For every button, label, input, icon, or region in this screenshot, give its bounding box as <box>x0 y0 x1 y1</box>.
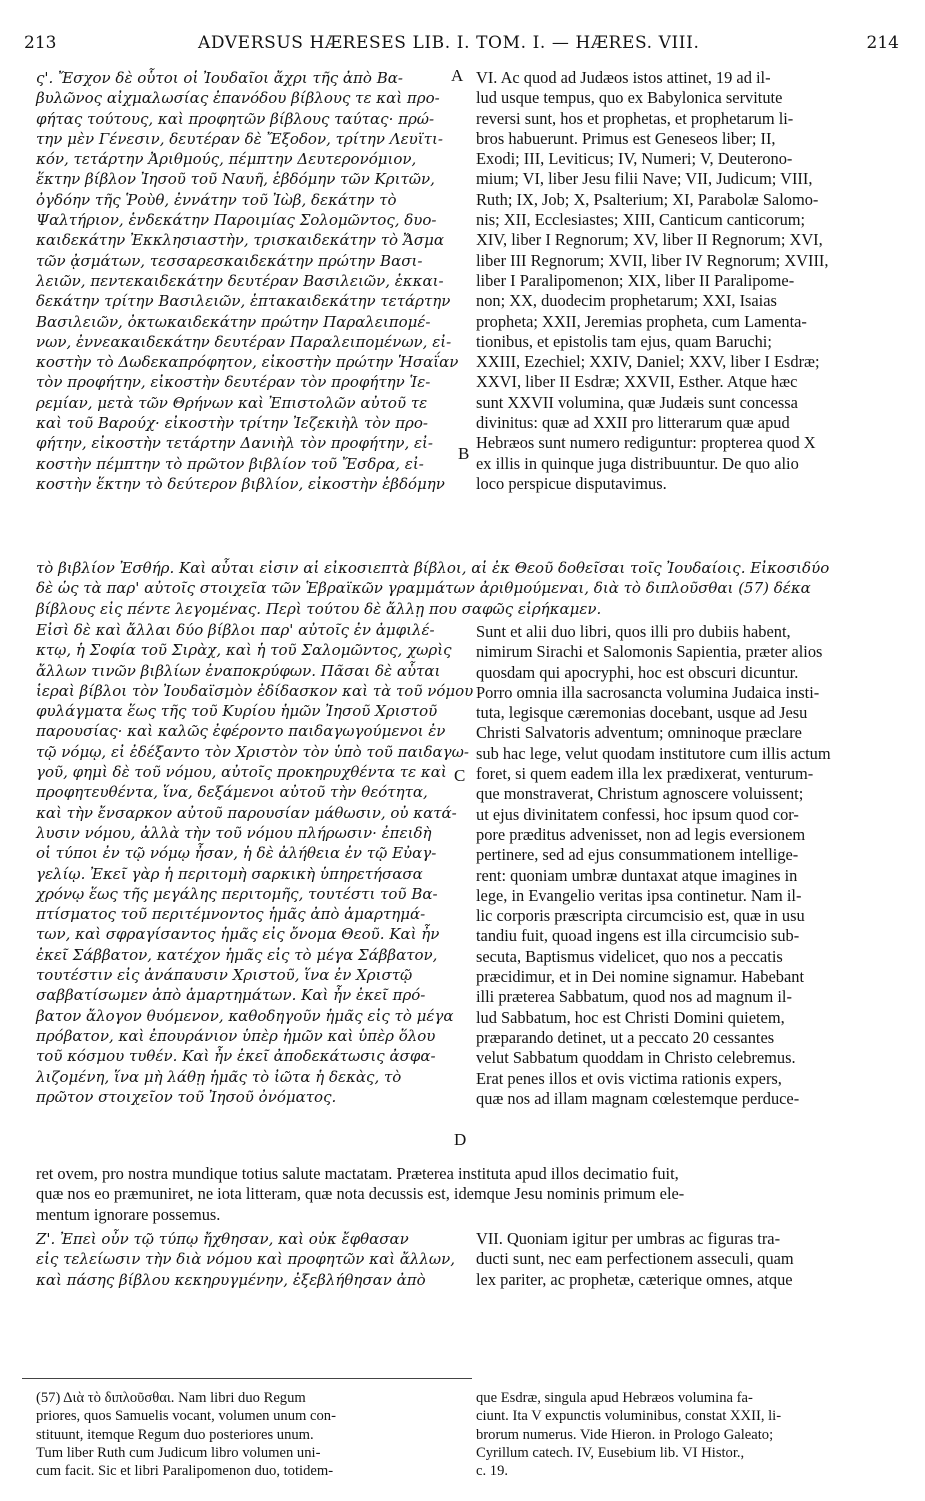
greek-column-bottom: Ζ'. Ἐπεὶ οὖν τῷ τύπῳ ἤχθησαν, καὶ οὐκ ἔφθασαν εἰς τελείωσιν τὴν διὰ νόμου καὶ προφητῶν καὶ ἄλλων, καὶ πάσης βίβλου κεκηρυγμένην, ἐξεβλήθησαν ἀπὸ <box>36 1230 456 1289</box>
footnote-left: (57) Διὰ τὸ διπλοῦσθαι. Nam libri duo Regum priores, quos Samuelis vocant, volumen unum con- stituunt, itemque Regum duo posteriores unum. Tum liber Ruth cum Judicum libro volumen uni- cum facit. Sic et libri Paralipomenon duo, totidem- <box>36 1390 336 1480</box>
greek-column-top: ς'. Ἔσχον δὲ οὗτοι οἱ Ἰουδαῖοι ἄχρι τῆς ἀπὸ Βα- βυλῶνος αἰχμαλωσίας ἐπανόδου βίβλους τε καὶ προ- φήτας τούτους, καὶ προφητῶν βίβλους ταύτας· πρώ- την μὲν Γένεσιν, δευτέραν δὲ Ἔξοδον, τρίτην Λευϊτι- κόν, τετάρτην Ἀριθμούς, πέμπτην Δευτερονόμιον, ἕκτην βίβλον Ἰησοῦ τοῦ Ναυῆ, ἑβδόμην τῶν Κριτῶν, ὀγδόην τῆς Ῥοὺθ, ἐννάτην τοῦ Ἰὼβ, δεκάτην τὸ Ψαλτήριον, ἑνδεκάτην Παροιμίας Σολομῶντος, δυο- καιδεκάτην Ἐκκλησιαστὴν, τρισκαιδεκάτην τὸ Ἄσμα τῶν ᾀσμάτων, τεσσαρεσκαιδεκάτην πρώτην Βασι- λειῶν, πεντεκαιδεκάτην δευτέραν Βασιλειῶν, ἑκκαι- δεκάτην τρίτην Βασιλειῶν, ἑπτακαιδεκάτην τετάρτην Βασιλειῶν, ὀκτωκαιδεκάτην πρώτην Παραλειπομέ- νων, ἐννεακαιδεκάτην δευτέραν Παραλειπομένων, εἰ- κοστὴν τὸ Δωδεκαπρόφητον, εἰκοστὴν πρώτην Ἡσαΐαν τὸν προφήτην, εἰκοστὴν δευτέραν τὸν προφήτην Ἱε- ρεμίαν, μετὰ τῶν Θρήνων καὶ Ἐπιστολῶν αὐτοῦ τε καὶ τοῦ Βαρούχ· εἰκοστὴν τρίτην Ἰεζεκιὴλ τὸν προ- φήτην, εἰκοστὴν τετάρτην Δανιὴλ τὸν προφήτην, εἰ- κοστὴν πέμπτην τὸ πρῶτον βιβλίον τοῦ Ἔσδρα, εἰ- κοστὴν ἕκτην τὸ δεύτερον βιβλίον, εἰκοστὴν ἑβδόμην <box>36 69 459 493</box>
margin-letter-d: D <box>454 1130 467 1149</box>
greek-column-middle: Εἰσὶ δὲ καὶ ἄλλαι δύο βίβλοι παρ' αὐτοῖς ἐν ἀμφιλέ- κτῳ, ἡ Σοφία τοῦ Σιρὰχ, καὶ ἡ τοῦ Σαλομῶντος, χωρὶς ἄλλων τινῶν βιβλίων ἐναποκρύφων. Πᾶσαι δὲ αὗται ἱεραὶ βίβλοι τὸν Ἰουδαϊσμὸν ἐδίδασκον καὶ τὰ τοῦ νόμου φυλάγματα ἕως τῆς τοῦ Κυρίου ἡμῶν Ἰησοῦ Χριστοῦ παρουσίας· καὶ καλῶς ἐφέροντο παιδαγωγούμενοι ἐν τῷ νόμῳ, εἰ ἐδέξαντο τὸν Χριστὸν τὸν ὑπὸ τοῦ παιδαγω- γοῦ, φημὶ δὲ τοῦ νόμου, αὐτοῖς προκηρυχθέντα τε καὶ προφητευθέντα, ἵνα, δεξάμενοι αὐτοῦ τὴν θεότητα, καὶ τὴν ἔνσαρκον αὐτοῦ παρουσίαν μάθωσιν, οὐ κατά- λυσιν νόμου, ἀλλὰ τὴν τοῦ νόμου πλήρωσιν· ἐπειδὴ οἱ τύποι ἐν τῷ νόμῳ ἦσαν, ἡ δὲ ἀλήθεια ἐν τῷ Εὐαγ- γελίῳ. Ἐκεῖ γὰρ ἡ περιτομὴ σαρκικὴ ὑπηρετήσασα χρόνῳ ἕως τῆς μεγάλης περιτομῆς, τουτέστι τοῦ Βα- πτίσματος τοῦ περιτέμνοντος ἡμᾶς ἀπὸ ἁμαρτημά- των, καὶ σφραγίσαντος ἡμᾶς εἰς ὄνομα Θεοῦ. Καὶ ἦν ἐκεῖ Σάββατον, κατέχον ἡμᾶς εἰς τὸ μέγα Σάββατον, τουτέστιν εἰς ἀνάπαυσιν Χριστοῦ, ἵνα ἐν Χριστῷ σαββατίσωμεν ἀπὸ ἁμαρτημάτων. Καὶ ἦν ἐκεῖ πρό- βατον ἄλογον θυόμενον, καθοδηγοῦν ἡμᾶς εἰς τὸ μέγα πρόβατον, καὶ ἐπουράνιον ὑπὲρ ἡμῶν καὶ ὑπὲρ ὅλου τοῦ κόσμου τυθέν. Καὶ ἦν ἐκεῖ ἀποδεκάτωσις ἀσφα- λιζομένη, ἵνα μὴ λάθῃ ἡμᾶς τὸ ἰῶτα ἡ δεκὰς, τὸ πρῶτον στοιχεῖον τοῦ Ἰησοῦ ὀνόματος. <box>36 621 474 1106</box>
greek-full-width-passage: τὸ βιβλίον Ἐσθήρ. Καὶ αὗται εἰσιν αἱ εἰκοσιεπτὰ βίβλοι, αἱ ἐκ Θεοῦ δοθεῖσαι τοῖς Ἰουδαίοις. Εἰκοσιδύο δὲ ὡς τὰ παρ' αὐτοῖς στοιχεῖα τῶν Ἑβραϊκῶν γραμμάτων ἀριθμούμεναι, διὰ τὸ διπλοῦσθαι (57) δέκα βίβλους εἰς πέντε λεγομένας. Περὶ τούτου δὲ ἄλλῃ που σαφῶς εἰρήκαμεν. <box>36 559 830 618</box>
margin-letter-a: A <box>451 66 464 85</box>
latin-column-bottom: VII. Quoniam igitur per umbras ac figuras tra- ducti sunt, nec eam perfectionem asseculi, quam lex pariter, ac prophetæ, cæterique omnes, atque <box>476 1229 794 1289</box>
running-title: ADVERSUS HÆRESES LIB. I. TOM. I. — HÆRES. VIII. <box>198 33 700 53</box>
latin-column-top: VI. Ac quod ad Judæos istos attinet, 19 ad il- lud usque tempus, quo ex Babylonica servitute reversi sunt, hos et prophetas, et prophetarum li- bros habuerunt. Primus est Geneseos liber; II, Exodi; III, Leviticus; IV, Numeri; V, Deuterono- mium; VI, liber Jesu filii Nave; VII, Judicum; VIII, Ruth; IX, Job; X, Psalterium; XI, Parabolæ Salomo- nis; XII, Ecclesiastes; XIII, Canticum canticorum; XIV, liber I Regnorum; XV, liber II Regnorum; XVI, liber III Regnorum; XVII, liber IV Regnorum; XVIII, liber I Paralipomenon; XIX, liber II Paralipome- non; XX, duodecim prophetarum; XXI, Isaias propheta; XXII, Jeremias propheta, cum Lamenta- tionibus, et epistolis tam ejus, quam Baruchi; XXIII, Ezechiel; XXIV, Daniel; XXV, liber I Esdræ; XXVI, liber II Esdræ; XXVII, Esther. Atque hæc sunt XXVII volumina, quæ Judæis sunt concessa divinitus: quæ ad XXII pro litterarum quæ apud Hebræos sunt numero rediguntur: propterea quod X ex illis in quinque juga distribuuntur. De quo alio loco perspicue disputavimus. <box>476 68 829 493</box>
footnote-right: que Esdræ, singula apud Hebræos volumina fa- ciunt. Ita V expunctis voluminibus, constat XXII, li- brorum numerus. Vide Hieron. in Prologo Galeato; Cyrillum catech. IV, Eusebium lib. VI Histor., c. 19. <box>476 1390 782 1480</box>
margin-letter-b: B <box>458 444 470 463</box>
latin-column-middle: Sunt et alii duo libri, quos illi pro dubiis habent, nimirum Sirachi et Salomonis Sapientia, præter alios quosdam qui apocryphi, hoc est obscuri dicuntur. Porro omnia illa sacrosancta volumina Judaica insti- tuta, legisque cæremonias docebant, usque ad Jesu Christi Salvatoris adventum; omninoque præclare sub hac lege, velut quodam institutore cum illis actum foret, si quem eadem illa lex prædixerat, venturum- que monstraverat, Christum agnoscere voluissent; ut ejus divinitatem confessi, hoc ipsum quod cor- pore præditus advenisset, non ad legis eversionem pertinere, sed ad ejus consummationem intellige- rent: quoniam umbræ duntaxat atque imagines in lege, in Evangelio veritas ipsa continetur. Nam il- lic corporis præscripta circumcisio est, quæ in usu tandiu fuit, quoad ingens est illa circumcisio sub- secuta, Baptismus videlicet, quo nos a peccatis præcidimur, et in Dei nomine signamur. Habebant illi præterea Sabbatum, quod nos ad magnum il- lud Sabbatum, hoc est Christi Domini quietem, præparando detinet, ut a peccato 20 cessantes velut Sabbatum quoddam in Christo celebremus. Erat penes illos et ovis victima rationis expers, quæ nos ad illam magnam cœlestemque perduce- <box>476 622 831 1108</box>
margin-letter-c: C <box>454 766 466 785</box>
left-page-number: 213 <box>24 33 57 53</box>
right-page-number: 214 <box>866 33 899 53</box>
footnote-separator <box>22 1378 472 1379</box>
latin-full-width-passage: ret ovem, pro nostra mundique totius salute mactatam. Præterea instituta apud illos decimatio fuit, quæ nos eo præmuniret, ne iota litteram, quæ nota decussis est, idemque Jesu nominis primum ele- mentum ignorare possemus. <box>36 1164 685 1224</box>
